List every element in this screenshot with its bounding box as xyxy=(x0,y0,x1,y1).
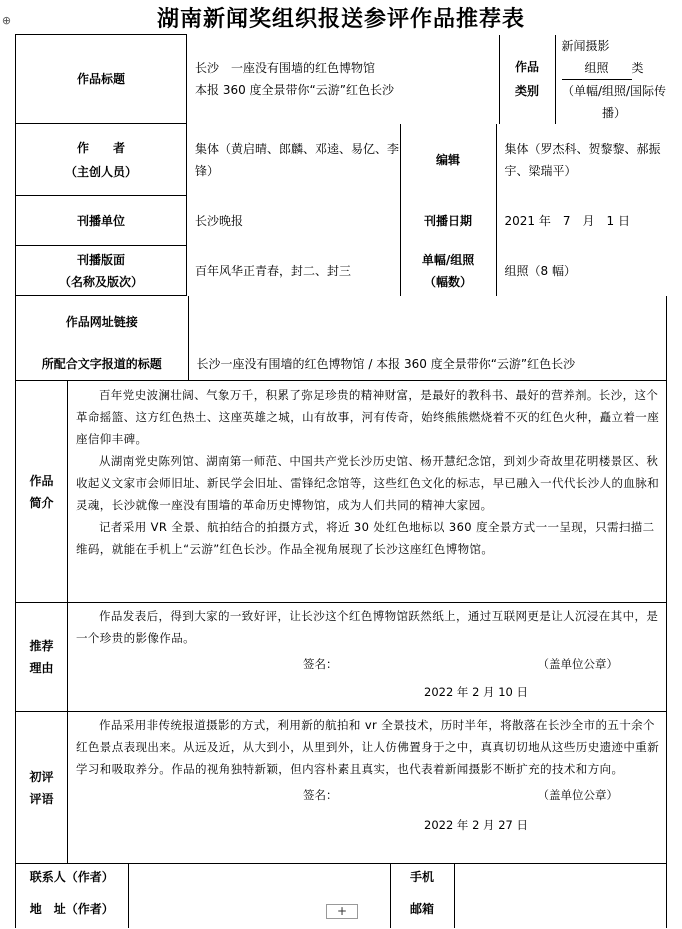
label-page-line-2: （名称及版次） xyxy=(59,274,144,289)
work-type-note: （单幅/组照/国际传播） xyxy=(561,83,667,120)
row-reason xyxy=(16,603,667,712)
row-intro xyxy=(16,381,667,603)
count-value: 组照（8 幅） xyxy=(496,246,667,296)
label-count-line-2: （幅数） xyxy=(424,274,473,289)
label-phone: 手机 xyxy=(390,864,454,890)
add-row-button[interactable]: + xyxy=(326,904,358,919)
work-type-prefix: 新闻摄影 xyxy=(561,38,610,53)
work-title-line-1: 长沙 一座没有围墙的红色博物馆 xyxy=(195,61,376,75)
label-reason-line-2: 理由 xyxy=(29,661,54,675)
work-title-value xyxy=(187,35,499,124)
label-reason-line-1: 推荐 xyxy=(29,639,54,653)
row-related xyxy=(16,348,667,381)
review-text: 作品采用非传统报道摄影的方式，利用新的航拍和 vr 全景技术，历时半年，将散落在长沙全市的五十余个红色景点表现出来。从远及近，从大到小，从里到外，让人仿佛置身于之中，真真切切地从这些历史遗迹中重新学习和吸取养分。作品的视角独特新颖，但内容朴素且真实，也代表着新闻摄影不断扩充的技术和方向。 xyxy=(76,718,660,776)
row-page xyxy=(16,246,667,296)
author-value: 集体（黄启晴、郎麟、邓逵、易亿、李锋） xyxy=(187,124,400,196)
label-intro xyxy=(16,381,68,603)
label-author xyxy=(16,124,187,196)
editor-value: 集体（罗杰科、贺黎黎、郝振宇、梁瑞平） xyxy=(496,124,667,196)
review-seal-label: （盖单位公章） xyxy=(537,788,619,802)
label-pub-date: 刊播日期 xyxy=(400,196,496,246)
page-value: 百年风华正青春，封二、封三 xyxy=(187,246,400,296)
review-sign-label: 签名： xyxy=(303,788,338,802)
review-date: 2022 年 2 月 27 日 xyxy=(424,818,528,832)
postcode-value xyxy=(454,890,666,928)
label-review-line-2: 评语 xyxy=(29,791,54,806)
page-title: 湖南新闻奖组织报送参评作品推荐表 xyxy=(156,7,525,32)
label-related: 所配合文字报道的标题 xyxy=(16,348,188,380)
label-page-line-1: 刊播版面 xyxy=(77,252,126,267)
label-review xyxy=(16,712,68,864)
pub-date-value: 2021 年 7 月 1 日 xyxy=(496,196,667,246)
reason-date: 2022 年 2 月 10 日 xyxy=(424,685,528,699)
label-author-line-2: （主创人员） xyxy=(65,164,138,179)
work-type-value xyxy=(555,35,667,124)
label-work-type xyxy=(499,35,555,124)
label-page xyxy=(16,246,187,296)
contact-value xyxy=(128,864,390,890)
row-author xyxy=(16,124,667,196)
intro-paragraph-1: 百年党史波澜壮阔、气象万千，积累了弥足珍贵的精神财富，是最好的教科书、最好的营养剂。长沙，这个革命摇篮、这方红色热土、这座英雄之城，山有故事，河有传奇，始终熊熊燃烧着不灭的红色火种，矗立着一座座信仰丰碑。 xyxy=(76,388,660,446)
intro-paragraph-3: 记者采用 VR 全景、航拍结合的拍摄方式，将近 30 处红色地标以 360 度全景方式一一呈现，只需扫描二维码，就能在手机上“云游”红色长沙。作品全视角展现了长沙这座红色博物馆。 xyxy=(76,520,655,556)
reason-value xyxy=(68,603,667,712)
label-work-title: 作品标题 xyxy=(16,35,187,124)
related-value: 长沙一座没有围墙的红色博物馆 / 本报 360 度全景带你“云游”红色长沙 xyxy=(188,348,666,380)
label-address: 地 址（作者） xyxy=(16,890,128,928)
label-intro-line-2: 简介 xyxy=(29,495,54,510)
label-editor: 编辑 xyxy=(400,124,496,196)
label-intro-line-1: 作品 xyxy=(29,473,54,488)
row-review xyxy=(16,712,667,864)
label-work-type-line-1: 作品 xyxy=(515,60,540,74)
label-count xyxy=(400,246,496,296)
work-title-line-2: 本报 360 度全景带你“云游”红色长沙 xyxy=(195,83,394,97)
label-postcode: 邮箱 xyxy=(390,890,454,928)
row-url xyxy=(16,296,667,349)
row-publisher xyxy=(16,196,667,246)
label-contact: 联系人（作者） xyxy=(16,864,128,890)
phone-value xyxy=(454,864,666,890)
intro-value xyxy=(68,381,667,603)
url-value xyxy=(188,296,666,348)
label-url: 作品网址链接 xyxy=(16,296,188,348)
label-count-line-1: 单幅/组照 xyxy=(421,252,475,267)
reason-sign-label: 签名： xyxy=(303,657,338,671)
label-publisher: 刊播单位 xyxy=(16,196,187,246)
publisher-value: 长沙晚报 xyxy=(187,196,400,246)
label-review-line-1: 初评 xyxy=(29,769,54,784)
reason-seal-label: （盖单位公章） xyxy=(537,657,619,671)
row-work-title xyxy=(16,35,667,124)
recommendation-form-table xyxy=(15,34,667,928)
intro-paragraph-2: 从湖南党史陈列馆、湖南第一师范、中国共产党长沙历史馆、杨开慧纪念馆，到刘少奇故里花明楼景区、秋收起义文家市会师旧址、新民学会旧址、雷锋纪念馆等，这些红色文化的标志，早已融入一代代长沙人的血脉和灵魂，长沙就像一座没有围墙的革命历史博物馆，成为人们共同的精神大家园。 xyxy=(76,454,660,512)
work-type-selected: 组照 xyxy=(562,57,632,80)
reason-text: 作品发表后，得到大家的一致好评，让长沙这个红色博物馆跃然纸上，通过互联网更是让人沉浸在其中，是一个珍贵的影像作品。 xyxy=(76,609,659,645)
row-contact xyxy=(16,864,667,891)
label-author-line-1: 作 者 xyxy=(77,140,126,155)
label-reason xyxy=(16,603,68,712)
label-work-type-line-2: 类别 xyxy=(515,84,540,98)
review-value xyxy=(68,712,667,864)
work-type-suffix: 类 xyxy=(631,60,644,75)
table-move-handle-icon[interactable]: ⊕ xyxy=(1,14,12,27)
